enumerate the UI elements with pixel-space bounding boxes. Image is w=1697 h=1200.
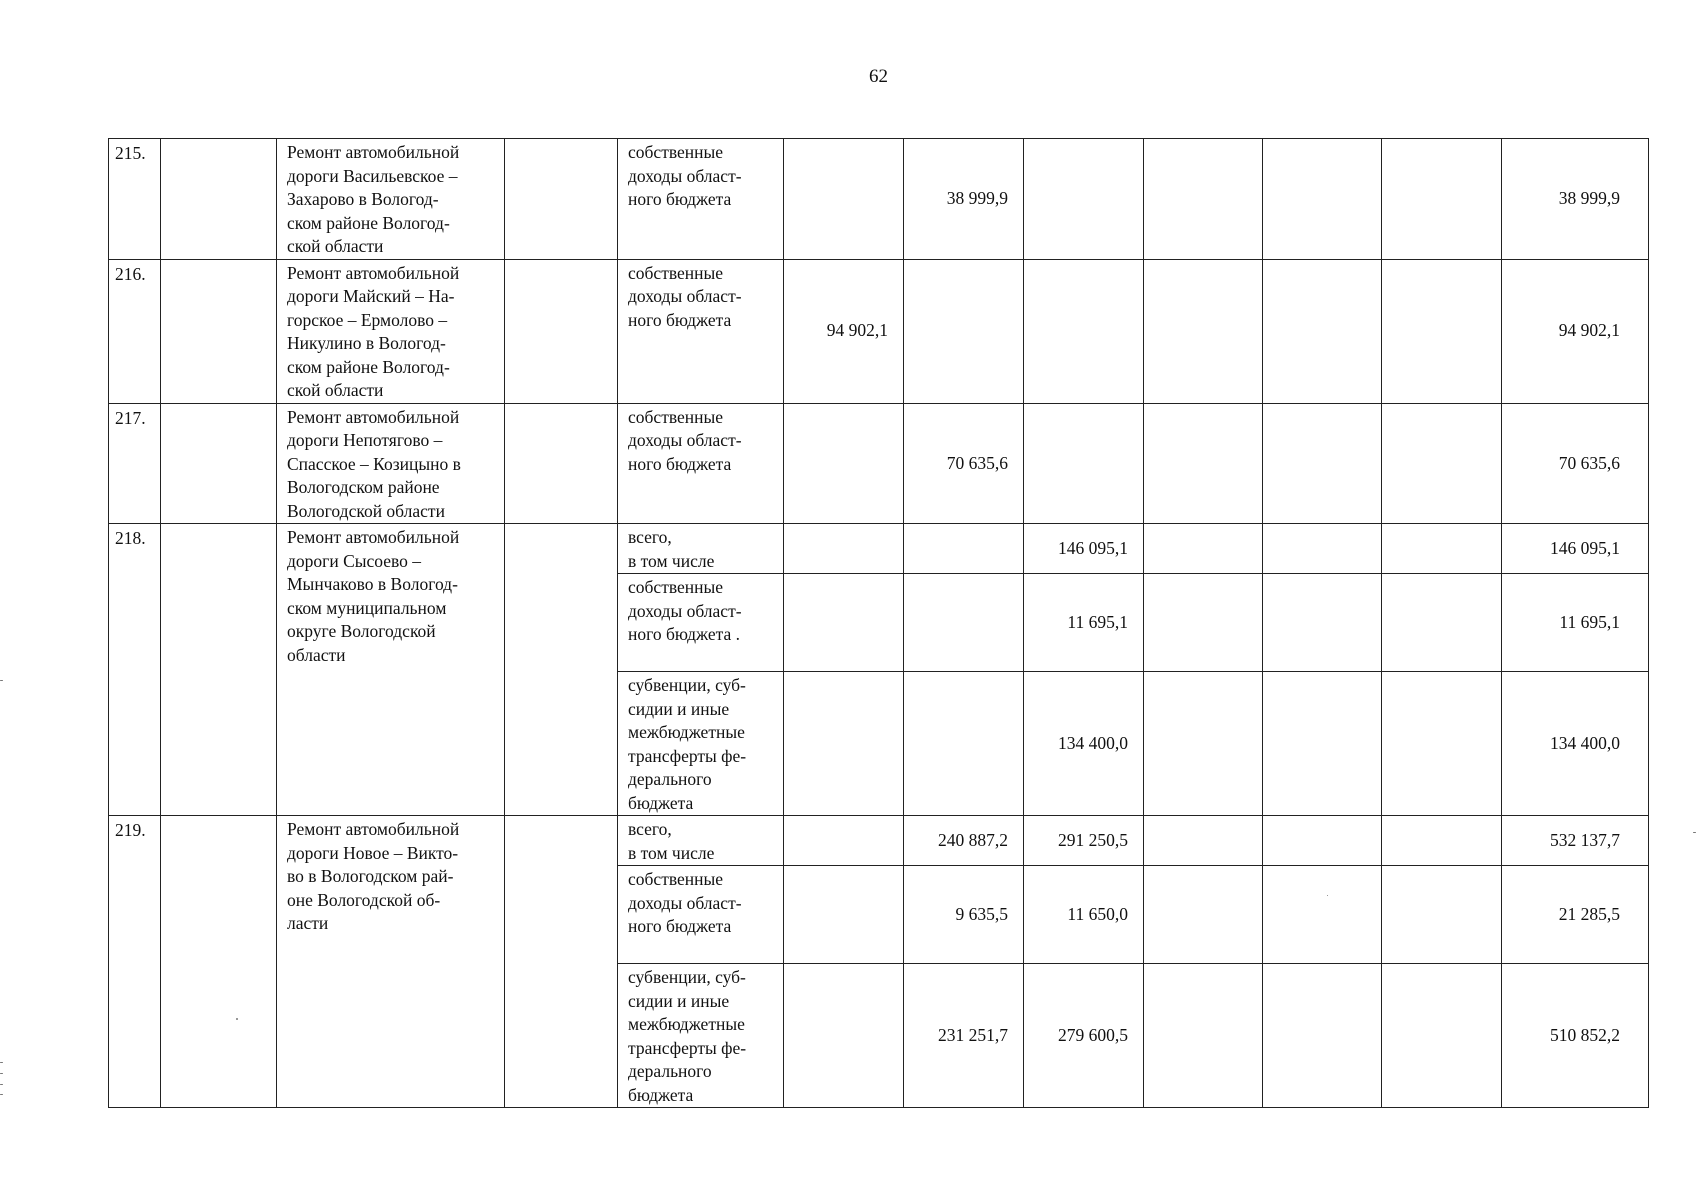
amount-cell <box>784 574 904 672</box>
row-number: 215. <box>109 139 161 260</box>
amount-cell <box>1144 574 1263 672</box>
amount-cell <box>1382 816 1502 866</box>
row-number: 218. <box>109 524 161 816</box>
table-row <box>109 816 1649 866</box>
scan-speck <box>0 1094 3 1095</box>
budget-table <box>108 138 1649 1108</box>
amount-cell <box>1382 259 1502 403</box>
total-cell: 532 137,7 <box>1502 816 1649 866</box>
scan-speck <box>236 1018 238 1020</box>
amount-cell <box>1024 259 1144 403</box>
amount-cell <box>1382 403 1502 524</box>
empty-cell <box>505 524 618 816</box>
amount-cell: 9 635,5 <box>904 866 1024 964</box>
amount-cell <box>1263 139 1382 260</box>
amount-cell <box>1263 816 1382 866</box>
row-number: 217. <box>109 403 161 524</box>
funding-source: собственные доходы област- ного бюджета <box>618 866 784 964</box>
amount-cell <box>1382 139 1502 260</box>
funding-source: собственные доходы област- ного бюджета <box>618 139 784 260</box>
total-cell: 38 999,9 <box>1502 139 1649 260</box>
empty-cell <box>161 259 277 403</box>
amount-cell: 11 650,0 <box>1024 866 1144 964</box>
empty-cell <box>161 139 277 260</box>
amount-cell <box>1144 672 1263 816</box>
scan-speck <box>0 1073 3 1074</box>
funding-source: собственные доходы област- ного бюджета <box>618 259 784 403</box>
table-row <box>109 403 1649 524</box>
row-number: 216. <box>109 259 161 403</box>
total-cell: 134 400,0 <box>1502 672 1649 816</box>
total-cell: 70 635,6 <box>1502 403 1649 524</box>
empty-cell <box>505 259 618 403</box>
amount-cell: 231 251,7 <box>904 964 1024 1108</box>
table-row <box>109 139 1649 260</box>
amount-cell <box>1263 672 1382 816</box>
amount-cell: 240 887,2 <box>904 816 1024 866</box>
total-cell: 21 285,5 <box>1502 866 1649 964</box>
object-name: Ремонт автомобильной дороги Новое – Викто- во в Вологодском рай- оне Вологодской об- ласти <box>277 816 505 1108</box>
amount-cell <box>784 866 904 964</box>
amount-cell <box>784 964 904 1108</box>
amount-cell <box>904 672 1024 816</box>
funding-source: всего, в том числе <box>618 524 784 574</box>
table-row <box>109 524 1649 574</box>
amount-cell <box>1382 672 1502 816</box>
amount-cell <box>1144 259 1263 403</box>
scan-speck <box>0 1084 3 1085</box>
amount-cell: 146 095,1 <box>1024 524 1144 574</box>
amount-cell <box>1263 403 1382 524</box>
amount-cell <box>1144 524 1263 574</box>
amount-cell <box>1263 866 1382 964</box>
amount-cell: 38 999,9 <box>904 139 1024 260</box>
object-name: Ремонт автомобильной дороги Сысоево – Мынчаково в Вологод- ском муниципальном округе Вологодской области <box>277 524 505 816</box>
amount-cell: 279 600,5 <box>1024 964 1144 1108</box>
amount-cell: 11 695,1 <box>1024 574 1144 672</box>
amount-cell <box>1144 139 1263 260</box>
object-name: Ремонт автомобильной дороги Васильевское – Захарово в Вологод- ском районе Вологод- ской области <box>277 139 505 260</box>
amount-cell <box>784 524 904 574</box>
amount-cell <box>904 259 1024 403</box>
object-name: Ремонт автомобильной дороги Непотягово – Спасское – Козицыно в Вологодском районе Вологодской области <box>277 403 505 524</box>
amount-cell <box>1024 139 1144 260</box>
object-name: Ремонт автомобильной дороги Майский – На- горское – Ермолово – Никулино в Вологод- ском районе Вологод- ской области <box>277 259 505 403</box>
amount-cell <box>1144 816 1263 866</box>
amount-cell <box>904 574 1024 672</box>
funding-source: субвенции, суб- сидии и иные межбюджетные трансферты фе- дерального бюджета <box>618 964 784 1108</box>
funding-source: собственные доходы област- ного бюджета <box>618 403 784 524</box>
empty-cell <box>161 524 277 816</box>
row-number: 219. <box>109 816 161 1108</box>
amount-cell <box>1024 403 1144 524</box>
scan-speck <box>0 1062 3 1063</box>
amount-cell <box>784 816 904 866</box>
amount-cell <box>1144 403 1263 524</box>
amount-cell <box>784 139 904 260</box>
amount-cell <box>1263 964 1382 1108</box>
scan-speck <box>1327 895 1328 896</box>
amount-cell <box>1144 866 1263 964</box>
empty-cell <box>505 139 618 260</box>
page-number: 62 <box>869 66 888 87</box>
scan-speck <box>1693 832 1696 833</box>
amount-cell <box>784 672 904 816</box>
amount-cell: 291 250,5 <box>1024 816 1144 866</box>
total-cell: 510 852,2 <box>1502 964 1649 1108</box>
table-row <box>109 259 1649 403</box>
total-cell: 146 095,1 <box>1502 524 1649 574</box>
empty-cell <box>161 403 277 524</box>
funding-source: всего, в том числе <box>618 816 784 866</box>
amount-cell <box>1263 524 1382 574</box>
amount-cell <box>1144 964 1263 1108</box>
amount-cell <box>1382 524 1502 574</box>
amount-cell <box>784 403 904 524</box>
total-cell: 11 695,1 <box>1502 574 1649 672</box>
amount-cell: 134 400,0 <box>1024 672 1144 816</box>
amount-cell <box>1263 259 1382 403</box>
empty-cell <box>161 816 277 1108</box>
funding-source: собственные доходы област- ного бюджета . <box>618 574 784 672</box>
scan-speck <box>0 680 3 681</box>
total-cell: 94 902,1 <box>1502 259 1649 403</box>
amount-cell <box>1263 574 1382 672</box>
amount-cell <box>1382 964 1502 1108</box>
empty-cell <box>505 816 618 1108</box>
empty-cell <box>505 403 618 524</box>
amount-cell: 70 635,6 <box>904 403 1024 524</box>
amount-cell <box>904 524 1024 574</box>
funding-source: субвенции, суб- сидии и иные межбюджетные трансферты фе- дерального бюджета <box>618 672 784 816</box>
amount-cell <box>1382 866 1502 964</box>
amount-cell: 94 902,1 <box>784 259 904 403</box>
amount-cell <box>1382 574 1502 672</box>
